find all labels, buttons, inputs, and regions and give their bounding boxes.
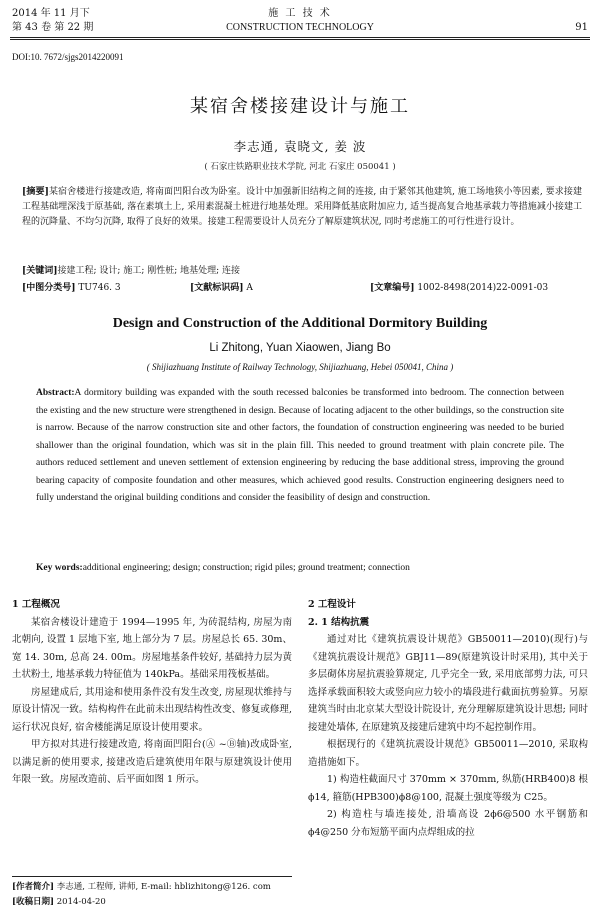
abstract-cn-text: 某宿舍楼进行接建改造, 将南面凹阳台改为卧室。设计中加强新旧结构之间的连接, 由于紧邻其他建筑, 施工场地狭小等因素, 要求接建工程基础埋深浅于原基础, 落在素填土上, 采用素混凝土桩进行地基处理。采用降低基底附加应力, 适当提高复合地基承载力等措施减小接建工程的沉降量、不均匀沉降, 取得了良好的效果。接建工程需要设计人员充分了解原建筑状况, 同时考虑施工的可行性进行设计。 — [22, 187, 582, 227]
footnote-author-text: 李志通, 工程师, 讲师, E-mail: hblizhitong@126. com — [56, 882, 271, 892]
abstract-cn — [22, 185, 582, 230]
affiliation-en: ( Shijiazhuang Institute of Railway Technology, Shijiazhuang, Hebei 050041, China ) — [146, 362, 454, 372]
doc-code-label: [文献标识码] — [190, 283, 244, 293]
clc-number — [22, 281, 121, 295]
header-date: 2014 年 11 月下 — [12, 8, 90, 19]
section-2-paragraph-2: 根据现行的《建筑抗震设计规范》GB50011—2010, 采取构造措施如下。 — [308, 739, 588, 768]
abstract-en-label: Abstract: — [36, 388, 75, 398]
section-2-paragraph-3: 1) 构造柱截面尺寸 370mm × 370mm, 纵筋(HRB400)8 根 ϕ14, 箍筋(HPB300)ϕ8@100, 混凝土强度等级为 C25。 — [308, 774, 588, 803]
article-title-cn: 某宿舍楼接建设计与施工 — [190, 96, 410, 117]
section-2-title: 2 工程设计 — [308, 599, 356, 610]
keywords-en-text: additional engineering; design; construction; rigid piles; ground treatment; connection — [82, 563, 410, 573]
section-1-paragraph-3: 甲方拟对其进行接建改造, 将南面凹阳台(Ⓐ ~Ⓑ轴)改成卧室, 以满足新的使用要求, 接建改造后建筑使用年限与原建筑设计使用年限一致。房屋改造前、后平面如图 1 所示。 — [12, 739, 292, 785]
section-1-title: 1 工程概况 — [12, 599, 60, 610]
footnote-author — [12, 880, 271, 894]
footnote-rule — [12, 876, 292, 877]
footnote-received — [12, 895, 106, 909]
doc-code-value: A — [246, 283, 253, 293]
abstract-en — [36, 385, 564, 508]
authors-cn: 李志通, 袁晓文, 姜 波 — [233, 139, 367, 154]
footnote-received-label: [收稿日期] — [12, 897, 55, 907]
article-number-value: 1002-8498(2014)22-0091-03 — [417, 283, 549, 293]
clc-value: TU746. 3 — [78, 283, 121, 293]
article-number-label: [文章编号] — [370, 283, 415, 293]
section-1-paragraph-2: 房屋建成后, 其用途和使用条件没有发生改变, 房屋现状维持与原设计情况一致。结构构件在此前未出现结构性改变、修复或修理, 运行状况良好, 宿舍楼能满足原设计使用要求。 — [12, 686, 292, 733]
article-number — [370, 281, 548, 295]
article-title-en: Design and Construction of the Additional Dormitory Building — [112, 316, 488, 331]
header-page-number: 91 — [575, 22, 588, 33]
footnote-author-label: [作者简介] — [12, 882, 55, 892]
abstract-en-text: A dormitory building was expanded with the south recessed balconies be transformed into bedroom. The connection between the existing and the new structure were strengthened in design. Because of locating adjacent to the other buildings, so the construction site is narrow. Because of the narrow construction site and other factors, the foundation of construction engineering was needed to be buried shallower than the original foundation, which was sit in the plain fill. This needed to ground treatment with plain concrete pile. The authors reduced settlement and uneven settlement of extension engineering by reducing the base additional stress, improving the ground bearing capacity of composite foundation and other measures, which achieved good results. Construction engineering designers need to fully understand the original building conditions and consider the feasibility of design and construction. — [36, 388, 564, 503]
header-rule — [10, 37, 590, 38]
section-2-paragraph-4: 2) 构造柱与墙连接处, 沿墙高设 2ϕ6@500 水平钢筋和 ϕ4@250 分布短筋平面内点焊组成的拉 — [308, 809, 588, 838]
section-2-paragraph-1: 通过对比《建筑抗震设计规范》GB50011—2010)(现行)与《建筑抗震设计规范》GBJ11—89(原建筑设计时采用), 其中关于多层砌体房屋抗震验算规定, 几乎完全一致, 采用底部剪力法, 可只选择承载面积较大或竖向应力较小的墙段进行截面抗剪验算。另原建筑当时由北京某大型设计院设计, 充分理解原建筑设计思想; 同时接建处墙体, 在原建筑及接建后建筑中均不起控制作用。 — [308, 634, 588, 733]
affiliation-cn: ( 石家庄铁路职业技术学院, 河北 石家庄 050041 ) — [204, 162, 396, 172]
section-1-paragraph-1: 某宿舍楼设计建造于 1994—1995 年, 为砖混结构, 房屋为南北朝向, 设置 1 层地下室, 地上部分为 7 层。房屋总长 65. 30m、宽 14. 30m, 总高 24. 00m。房屋地基条件较好, 基础持力层为黄土状粉土, 地基承载力特征值为 140kPa。基础采用筏板基础。 — [12, 616, 292, 680]
keywords-cn-label: [关键词] — [22, 266, 58, 276]
abstract-cn-label: [摘要] — [22, 187, 49, 197]
keywords-en-label: Key words: — [36, 563, 83, 573]
header-journal-en: CONSTRUCTION TECHNOLOGY — [226, 22, 374, 33]
right-column — [308, 596, 588, 841]
left-column — [12, 596, 292, 789]
subsection-2-1-title: 2. 1 结构抗震 — [308, 616, 370, 628]
doi: DOI:10. 7672/sjgs2014220091 — [12, 52, 124, 62]
doc-code — [190, 281, 253, 295]
header-rule-double — [10, 39, 590, 40]
clc-label: [中图分类号] — [22, 283, 76, 293]
header-journal-cn: 施 工 技 术 — [268, 8, 332, 19]
keywords-cn-text: 接建工程; 设计; 施工; 刚性桩; 地基处理; 连接 — [57, 266, 240, 276]
keywords-en — [36, 560, 564, 578]
header-volume-issue: 第 43 卷 第 22 期 — [12, 22, 94, 33]
authors-en: Li Zhitong, Yuan Xiaowen, Jiang Bo — [209, 342, 391, 354]
footnote-received-text: 2014-04-20 — [56, 897, 106, 907]
keywords-cn — [22, 264, 240, 278]
